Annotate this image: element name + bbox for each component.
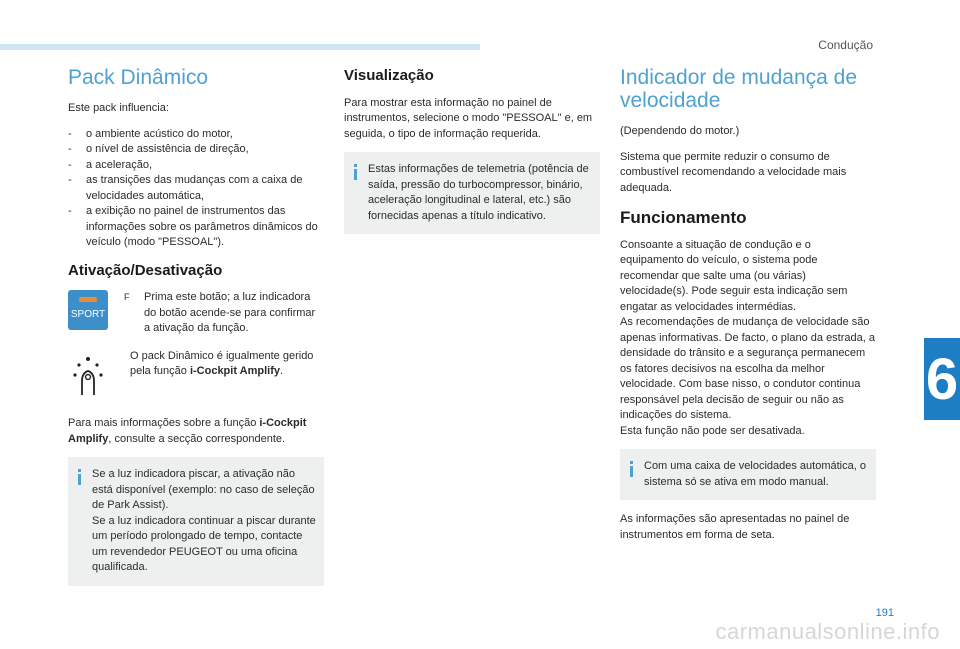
- display-text: As informações são apresentadas no painel de instrumentos em forma de seta.: [620, 513, 850, 541]
- visualizacao-text: Para mostrar esta informação no painel de instrumentos, selecione o modo "PESSOAL" e, em seguida, o tipo de informação requerida.: [344, 96, 593, 140]
- list-item: - as transições das mudanças com a caixa de velocidades automática,: [68, 173, 324, 204]
- sport-text: [108, 290, 324, 337]
- more-b: , consulte a secção correspondente.: [108, 432, 286, 445]
- funcionamento-heading: Funcionamento: [620, 208, 747, 227]
- step-arrow-icon: F: [124, 292, 130, 302]
- column-pack-dinamico: [68, 62, 324, 598]
- list-item: - a exibição no painel de instrumentos das informações sobre os parâmetros dinâmicos do veículo (modo "PESSOAL").: [68, 204, 324, 251]
- cockpit-bold: i-Cockpit Amplify: [189, 365, 280, 377]
- sport-text-body: Prima este botão; a luz indicadora do botão acende-se para confirmar a ativação da função.: [144, 291, 316, 334]
- sport-instruction: [68, 290, 324, 337]
- more-a: Para mais informações sobre a função: [68, 417, 260, 429]
- list-item: - o nível de assistência de direção,: [68, 142, 324, 158]
- sport-button-label: SPORT: [70, 309, 106, 321]
- info-icon: [76, 469, 83, 485]
- page-title: Pack Dinâmico: [68, 66, 209, 89]
- header-color-bar: [0, 44, 480, 50]
- note-text: Se a luz indicadora piscar, a ativação não está disponível (exemplo: no caso de seleção de Park Assist). Se a luz indicadora continuar a piscar durante um período prolongado de tempo, contacte um revendedor PEUGEOT ou uma oficina qualificada.: [92, 468, 316, 573]
- gear-intro: Sistema que permite reduzir o consumo de combustível recomendando a velocidade mais adequada.: [620, 150, 847, 194]
- more-info-text: [68, 416, 324, 447]
- page-number: 191: [875, 607, 894, 619]
- funcionamento-text: Consoante a situação de condução e o equipamento do veículo, o sistema pode recomendar que salte uma (ou várias) velocidade(s). Pode seguir esta indicação sem engatar as velocidades intermédias. As recomendações de mudança de velocidade são apenas informativas. De facto, o plano da estrada, a densidade do trânsito e a segurança permanecem os fatores decisivos na escolha da melhor velocidade. Com base nisso, o condutor continua responsável pela decisão de seguir ou não as indicações do sistema. Esta função não pode ser desativada.: [620, 238, 875, 437]
- info-icon: [628, 461, 635, 477]
- section-name: Condução: [818, 38, 873, 52]
- cockpit-text: [118, 349, 324, 380]
- influence-list: [68, 127, 324, 251]
- cockpit-instruction: [68, 349, 324, 405]
- automatic-gearbox-note: [620, 449, 876, 500]
- column-gear-indicator: [620, 62, 876, 553]
- gear-indicator-title: Indicador de mudança de velocidade: [620, 66, 857, 112]
- column-visualizacao: [344, 62, 600, 246]
- cockpit-text-a: O pack Dinâmico é igualmente gerido pela função: [130, 349, 314, 377]
- watermark: carmanualsonline.info: [715, 619, 940, 644]
- note-text: Estas informações de telemetria (potência de saída, pressão do turbocompressor, binário, aceleração longitudinal e lateral, etc.) são fornecidas apenas a título indicativo.: [368, 163, 589, 222]
- sport-led-icon: [79, 297, 97, 302]
- warning-note: [68, 457, 324, 586]
- i-cockpit-amplify-icon: [68, 355, 118, 405]
- telemetry-note: [344, 152, 600, 234]
- activation-heading: Ativação/Desativação: [68, 261, 223, 279]
- visualizacao-heading: Visualização: [344, 67, 434, 84]
- list-item: - a aceleração,: [68, 158, 324, 174]
- engine-dependency: (Dependendo do motor.): [620, 125, 740, 137]
- intro-text: Este pack influencia:: [68, 102, 169, 114]
- more-bold: i-Cockpit Amplify: [68, 417, 307, 445]
- cockpit-text-b: .: [279, 365, 284, 377]
- info-icon: [352, 164, 359, 180]
- list-item: - o ambiente acústico do motor,: [68, 127, 324, 143]
- sport-button-icon: [68, 290, 108, 330]
- note-text: Com uma caixa de velocidades automática, o sistema só se ativa em modo manual.: [644, 460, 866, 488]
- chapter-tab: 6: [924, 338, 960, 420]
